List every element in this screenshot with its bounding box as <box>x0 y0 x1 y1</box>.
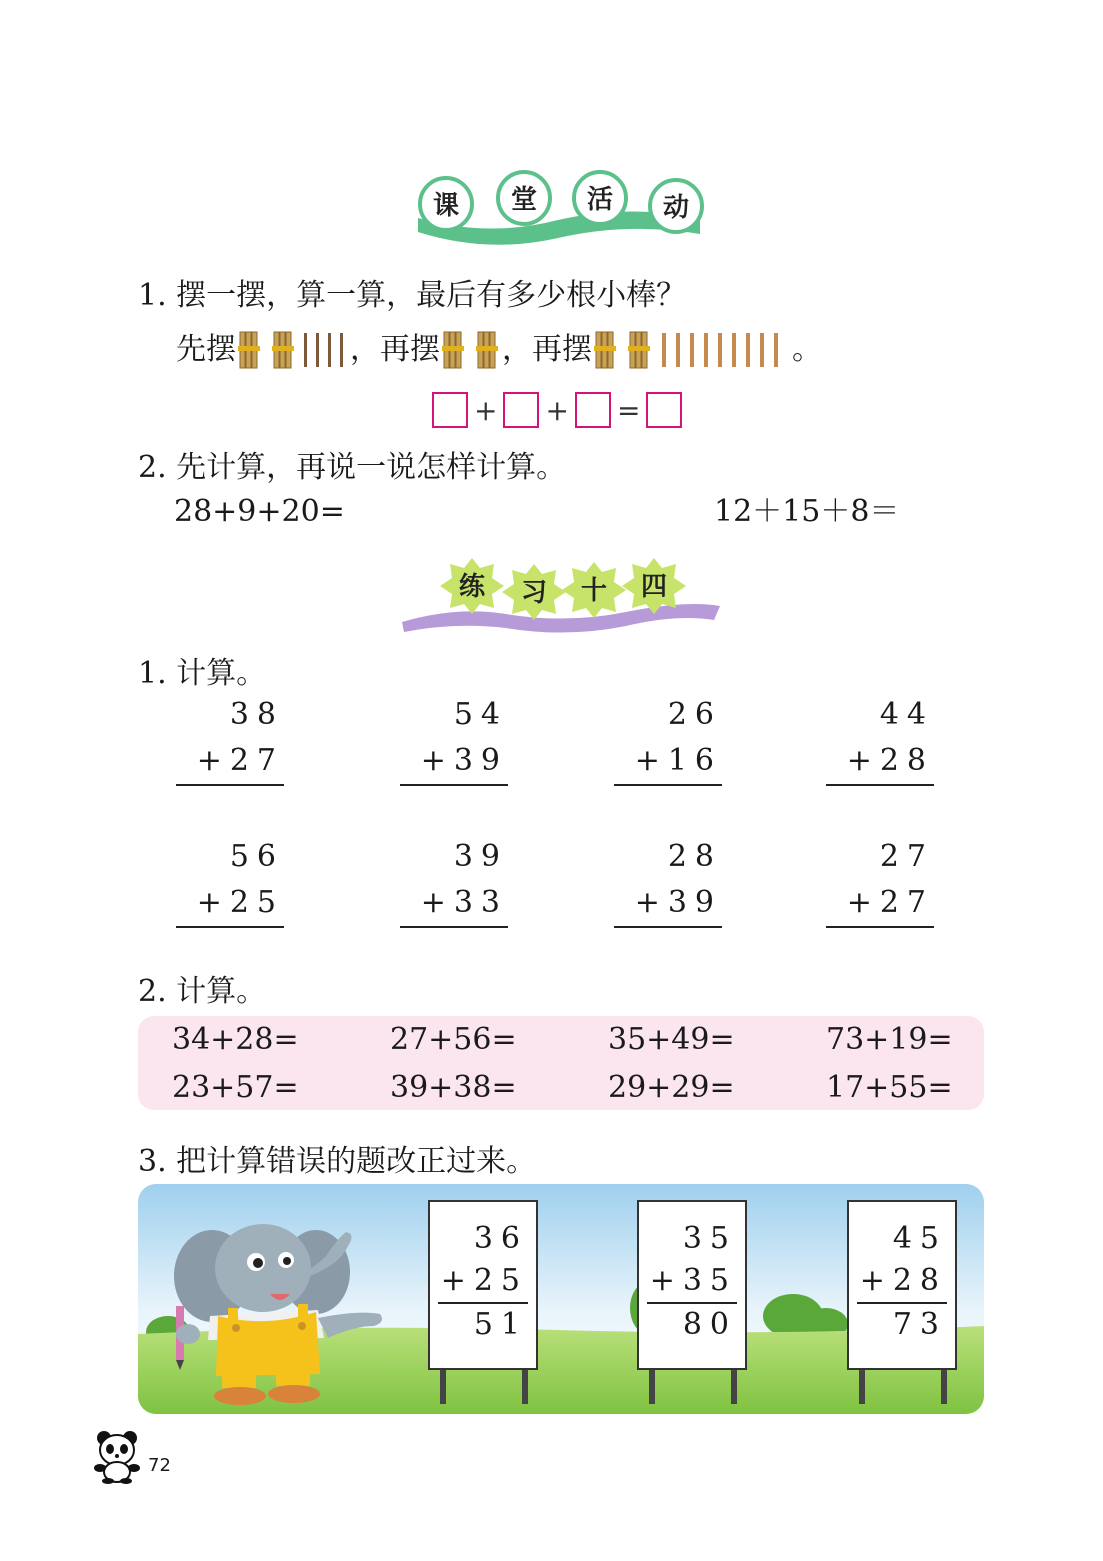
board-addend-bottom: +35 <box>647 1260 737 1304</box>
addend-bottom: +25 <box>176 880 284 928</box>
correction-scene <box>138 1184 984 1414</box>
vertical-addition <box>614 692 722 786</box>
label-first: 先摆 <box>176 332 236 367</box>
stick-bundle-icon <box>592 330 654 370</box>
board-addend-bottom: +25 <box>438 1260 528 1304</box>
addend-bottom: +27 <box>826 880 934 928</box>
header-badge-4 <box>650 180 702 232</box>
addend-bottom: +27 <box>176 738 284 786</box>
plus-sign: + <box>474 393 498 427</box>
answer-box[interactable] <box>432 392 468 428</box>
vertical-addition <box>176 834 284 928</box>
header-char: 十 <box>580 576 608 606</box>
activity-question-2: 2. 先计算，再说一说怎样计算。 <box>138 450 567 485</box>
board-result: 80 <box>682 1307 737 1342</box>
header-char: 练 <box>458 572 486 602</box>
addend-bottom: +28 <box>826 738 934 786</box>
addend-top: 38 <box>229 697 284 732</box>
answer-box[interactable] <box>503 392 539 428</box>
header-char: 课 <box>432 191 460 221</box>
panda-icon <box>92 1428 144 1484</box>
addend-top: 28 <box>667 839 722 874</box>
header-char: 动 <box>662 193 690 223</box>
stick-bundle-icon <box>440 330 502 370</box>
addend-bottom: +39 <box>614 880 722 928</box>
calc-item: 29+29= <box>608 1070 735 1105</box>
vertical-addition <box>400 834 508 928</box>
board-addend-top: 45 <box>892 1221 947 1256</box>
vertical-addition <box>826 692 934 786</box>
stick-bundle-icon <box>236 330 298 370</box>
calc-item: 35+49= <box>608 1022 735 1057</box>
exercise-question-1: 1. 计算。 <box>138 656 267 691</box>
vertical-addition <box>826 834 934 928</box>
expression-2: 12＋15＋8＝ <box>714 494 900 529</box>
answer-box[interactable] <box>575 392 611 428</box>
header-char: 习 <box>520 578 548 608</box>
calc-item: 17+55= <box>826 1070 953 1105</box>
single-sticks-icon <box>654 330 784 370</box>
calc-item: 23+57= <box>172 1070 299 1105</box>
board-result: 73 <box>892 1307 947 1342</box>
addend-bottom: +33 <box>400 880 508 928</box>
board-addend-bottom: +28 <box>857 1260 947 1304</box>
expression-1: 28+9+20= <box>174 494 345 529</box>
board-addend-top: 35 <box>682 1221 737 1256</box>
board-addend-top: 36 <box>473 1221 528 1256</box>
header-badge-3 <box>574 172 626 224</box>
calc-board <box>847 1200 957 1370</box>
calc-item: 27+56= <box>390 1022 517 1057</box>
activity-question-1: 1. 摆一摆，算一算，最后有多少根小棒？ <box>138 278 687 313</box>
header-lianxishisi <box>396 556 726 636</box>
answer-equation <box>432 392 682 428</box>
header-star-3 <box>562 562 626 618</box>
board-result: 51 <box>473 1307 528 1342</box>
header-star-2 <box>502 564 566 620</box>
vertical-addition <box>614 834 722 928</box>
addend-bottom: +39 <box>400 738 508 786</box>
plus-sign: + <box>545 393 569 427</box>
board-leg <box>859 1370 865 1404</box>
header-char: 堂 <box>510 185 538 215</box>
addend-top: 44 <box>879 697 934 732</box>
board-leg <box>731 1370 737 1404</box>
calc-board <box>428 1200 538 1370</box>
calc-item: 73+19= <box>826 1022 953 1057</box>
label-then-2: ，再摆 <box>502 332 592 367</box>
page-number: 72 <box>148 1455 171 1476</box>
calc-board <box>637 1200 747 1370</box>
header-badge-2 <box>498 172 550 224</box>
header-char: 四 <box>640 572 668 602</box>
header-char: 活 <box>586 185 614 215</box>
board-leg <box>522 1370 528 1404</box>
board-leg <box>941 1370 947 1404</box>
label-end: 。 <box>792 332 822 367</box>
addend-top: 39 <box>453 839 508 874</box>
stick-arrangement-row <box>176 330 822 370</box>
addend-top: 26 <box>667 697 722 732</box>
exercise-question-3: 3. 把计算错误的题改正过来。 <box>138 1144 537 1179</box>
addend-top: 27 <box>879 839 934 874</box>
board-leg <box>649 1370 655 1404</box>
answer-box[interactable] <box>646 392 682 428</box>
label-then-1: ，再摆 <box>350 332 440 367</box>
addend-bottom: +16 <box>614 738 722 786</box>
header-badge-1 <box>420 178 472 230</box>
elephant-icon <box>148 1198 398 1408</box>
board-leg <box>440 1370 446 1404</box>
single-sticks-icon <box>298 330 350 370</box>
addend-top: 56 <box>229 839 284 874</box>
addend-top: 54 <box>453 697 508 732</box>
header-ketanghuodong <box>408 168 708 248</box>
equal-sign: = <box>616 393 641 427</box>
exercise-question-2: 2. 计算。 <box>138 974 267 1009</box>
vertical-addition <box>400 692 508 786</box>
header-star-1 <box>440 558 504 614</box>
calc-item: 34+28= <box>172 1022 299 1057</box>
vertical-addition <box>176 692 284 786</box>
calc-item: 39+38= <box>390 1070 517 1105</box>
